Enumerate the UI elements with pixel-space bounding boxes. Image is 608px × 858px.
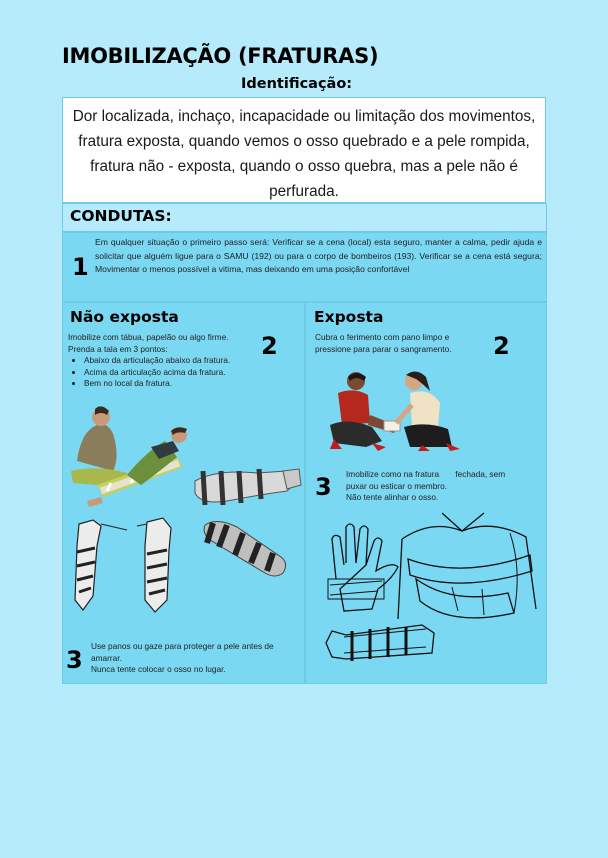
nao-exposta-step3-text [91, 641, 301, 676]
exposta-step3-text [346, 469, 524, 504]
list-item: • Abaixo da articulação abaixo da fratura. [84, 355, 258, 367]
exposta-step2-text: Cubra o ferimento com pano limpo e pressione para parar o sangramento. [315, 332, 452, 354]
forearm-splint-illustration [197, 513, 297, 583]
identification-heading: Identificação: [241, 76, 353, 92]
step-number: 2 [261, 332, 278, 360]
wound-care-illustration [326, 369, 466, 453]
step-number: 1 [72, 253, 89, 281]
step1-panel [62, 232, 547, 302]
nao-exposta-panel [62, 302, 305, 684]
step-number: 3 [66, 646, 83, 674]
splint-application-illustration [67, 401, 199, 509]
step2-line2: Prenda a tala em 3 pontos: [68, 343, 168, 354]
splint-points-list [68, 355, 258, 390]
step-number: 2 [493, 332, 510, 360]
arm-splint-illustration [67, 516, 182, 616]
nao-exposta-step2-text [68, 332, 258, 390]
step3-line2: Não tente alinhar o osso. [346, 492, 439, 502]
forearm-sketch [322, 613, 440, 669]
identification-box [62, 97, 546, 203]
step3-line1a: Imobilize como na fratura [346, 469, 440, 479]
identification-text: Dor localizada, inchaço, incapacidade ou limitação dos movimentos, fratura exposta, quando vemos o osso quebrado e a pele rompida, fratura não - exposta, quando o osso quebra, mas a pele não é perfurada. [72, 108, 536, 200]
step1-text: Em qualquer situação o primeiro passo será: Verificar se a cena (local) esta seguro, manter a calma, pedir ajuda e solicitar que alguém ligue para o SAMU (192) ou para o corpo de bombeiros (193). Verificar se a cena está segura; Movimentar o menos possível a vitima, mas deixando em uma posição confortável [95, 237, 542, 274]
list-item: • Bem no local da fratura. [84, 378, 258, 390]
splinted-leg-illustration [187, 461, 302, 513]
page-title: IMOBILIZAÇÃO (FRATURAS) [62, 44, 379, 68]
exposta-heading: Exposta [314, 308, 384, 326]
step3-line1: Use panos ou gaze para proteger a pele antes de amarrar. [91, 641, 274, 663]
step2-line1: Imobilize com tábua, papelão ou algo firme. [68, 332, 229, 342]
condutas-heading: CONDUTAS: [62, 203, 547, 232]
exposta-panel [305, 302, 547, 684]
step-number: 3 [315, 473, 332, 501]
step3-line1b: fechada, sem puxar ou esticar o membro. [346, 469, 506, 491]
list-item: • Acima da articulação acima da fratura. [84, 367, 258, 379]
nao-exposta-heading: Não exposta [70, 308, 179, 326]
step3-line2: Nunca tente colocar o osso no lugar. [91, 664, 226, 674]
